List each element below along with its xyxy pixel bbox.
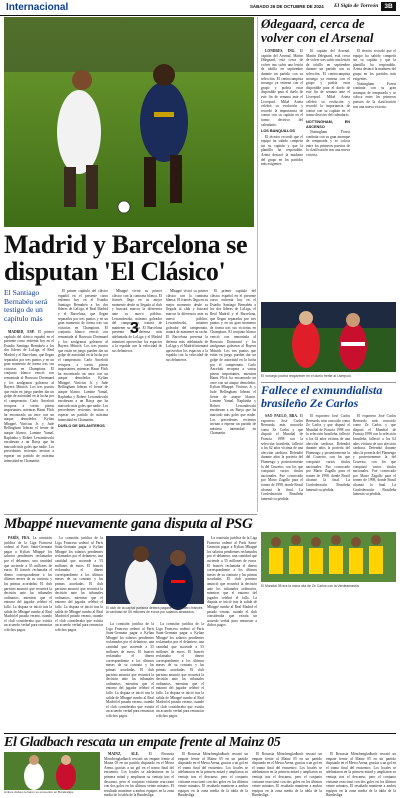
mbappe-col4 (156, 622, 204, 732)
gladbach-body-text-b: El Borussia Mönchengladbach rescató un empate frente al Mainz 05 en un partido disputado en el Mewa Arena, gracias a un gol en el tramo final del encuentro. Los locales se adelantaron en la primera mitad y ampliaron su ventaja tras el descanso, pero el conjunto visitante reaccionó con dos goles en los últimos veinte minutos. El resultado mantiene a ambos equipos en la zona media de la tabla de la Bundesliga. (178, 752, 248, 798)
arsenal-sub-heading-2: NOTTINGHAM, EN ASCENSO (306, 119, 350, 129)
gladbach-col1 (104, 752, 174, 798)
arsenal-title: Ødegaard, cerca de volver con el Arsenal (261, 16, 374, 45)
stat-box (112, 320, 162, 360)
mbappe-body-text-b: La comisión jurídica de la Liga Francesa ordenó al París Saint-Germain pagar a Kylian Mbappé los salarios pendientes reclamados por el delantero, una cantidad que asciende a 55 millones de euros. El francés reclamaba el dinero correspondiente a los últimos meses de su contrato y las primas acordadas. El club parisino anunció que recurrirá la decisión ante los tribunales ordinarios, mientras que el entorno del jugador celebró el fallo. La disputa se inició tras la salida de Mbappé rumbo al Real Madrid el pasado verano, cuando el club consideraba que existía un acuerdo verbal para renunciar a dichos pagos. (55, 536, 103, 632)
header-date: SÁBADO 26 DE OCTUBRE DE 2024 (250, 4, 324, 9)
fallece-body-text-b: El exportero José Carlos Bernardo, más conocido como Ze Carlos y que disputó el Mundial de Francia 1998 con la selección brasileña, falleció a los 62 años víctima de una afección cardiaca. Defendió durante años la portería del Flamengo y posteriormente la del Cruzeiro, con los que conquistó varios títulos nacionales. Fue convocado por Mario Zagallo para el torneo de 1998, donde Brasil alcanzó la final. La Confederación Brasileña lamentó su pérdida. (306, 414, 350, 492)
arsenal-body2-text-b: El técnico recordó que el equipo ha sabido competir sin su capitán y que la plantilla ha respondido. Arteta destacó la madurez del grupo en los partidos más exigentes. (353, 49, 396, 81)
arsenal-col2 (306, 49, 350, 299)
fallece-body-text-c: El exportero José Carlos Bernardo, más conocido como Ze Carlos y que disputó el Mundial de Francia 1998 con la selección brasileña, falleció a los 62 años víctima de una afección cardiaca. Defendió durante años la portería del Flamengo y posteriormente la del Cruzeiro, con los que conquistó varios títulos nacionales. Fue convocado por Mario Zagallo para el torneo de 1998, donde Brasil alcanzó la final. La Confederación Brasileña lamentó su pérdida. (353, 414, 396, 497)
arsenal-dateline: LONDRES, ING. (265, 49, 296, 53)
arsenal-photo (261, 302, 396, 372)
main-subtitle: El Santiago Bernabéu será testigo de un capítulo más (4, 288, 48, 323)
mbappe-col5 (207, 536, 257, 731)
arsenal-col1 (261, 49, 303, 299)
main-photo (4, 17, 254, 227)
header-brand: El Siglo de Torreón (334, 2, 379, 9)
arsenal-player-image (261, 302, 396, 372)
arsenal-body-text: El capitán del Arsenal, Martin Ødegaard, está cerca de volver tras sufrir una lesión de tobillo en septiembre durante un partido con su selección. El centrocampista noruego ya entrena con el grupo y podría estar disponible para el duelo de este fin de semana ante el Liverpool. Mikel Arteta celebró su evolución y recordó la importancia de contar con su capitán en el tramo decisivo del calendario. (261, 49, 303, 127)
gladbach-col4 (326, 752, 396, 798)
section-label: Internacional (6, 2, 69, 13)
main-body-text-2: El primer capítulo del clásico español en el presente curso enfrenta hoy en el Estadio Santiago Bernabéu a los dos líderes de LaLiga, el Real Madrid y el Barcelona, que llegan separados por tres puntos y en un gran momento de forma tras sus victorias en Champions. El conjunto blanco venció con remontada al Borussia Dortmund y los azulgranas golearon al Bayern Múnich. Los tres puntos que están en juego pueden dar un golpe de autoridad en la lucha por el campeonato. Carlo Ancelotti recupera a varias piezas importantes, mientras Hansi Flick ha encontrado un once con un ataque demoledor. Kylian Mbappé, Vinícius Jr. y Jude Bellingham lideran el frente de ataque blanco. Lamine Yamal, Raphinha y Robert Lewandowski encabezan a un Barça que ha marcado más goles que nadie. Los precedentes recientes invitan a esperar un partido de máxima intensidad en Chamartín. (58, 289, 108, 422)
fallece-title: Fallece el exmundialista brasileño Ze Carlos (261, 383, 383, 410)
main-body2-text-b: Mbappé vivirá su primer clásico con la camiseta blanca. El francés llega en su mejor momento desde su llegada al club y buscará marcar la diferencia ante su nuevo público. Lewandowski, máximo goleador del campeonato, tratará de mantener su racha. El Barcelona presenta la defensa más adelantada de LaLiga y el Madrid intentará aprovechar los espacios a la espalda con la velocidad de sus delanteros. (166, 289, 208, 362)
gladbach-title: El Gladbach rescata un empate frente al Mainz 05 (4, 735, 281, 750)
mbappe-photo (106, 536, 204, 604)
stat-number: 3 (130, 320, 139, 337)
fallece-caption: El Mundial 98 era la única cita de Ze Carlos con la Verdeamarela. (261, 584, 360, 588)
fallece-photo (261, 532, 396, 582)
mbappe-title: Mbappé nuevamente gana disputa al PSG (4, 516, 253, 532)
main-title: Madrid y Barcelona se disputan 'El Clásico' (4, 230, 248, 286)
arsenal-col3 (353, 49, 396, 299)
brazil-team-image (261, 532, 396, 582)
mbappe-col2 (55, 536, 103, 731)
gladbach-body-text-c: El Borussia Mönchengladbach rescató un empate frente al Mainz 05 en un partido disputado en el Mewa Arena, gracias a un gol en el tramo final del encuentro. Los locales se adelantaron en la primera mitad y ampliaron su ventaja tras el descanso, pero el conjunto visitante reaccionó con dos goles en los últimos veinte minutos. El resultado mantiene a ambos equipos en la zona media de la tabla de la Bundesliga. (252, 752, 322, 798)
football-match-image (4, 17, 254, 227)
page-number: 3B (381, 2, 396, 11)
mbappe-body-text-d: La comisión jurídica de la Liga Francesa ordenó al París Saint-Germain pagar a Kylian Mbappé los salarios pendientes reclamados por el delantero, una cantidad que asciende a 55 millones de euros. El francés reclamaba el dinero correspondiente a los últimos meses de su contrato y las primas acordadas. El club parisino anunció que recurrirá la decisión ante los tribunales ordinarios, mientras que el entorno del jugador celebró el fallo. La disputa se inició tras la salida de Mbappé rumbo al Real Madrid el pasado verano, cuando el club consideraba que existía un acuerdo verbal para renunciar a dichos pagos. (156, 622, 204, 718)
gladbach-caption: Ambos clubes cerraron su encuentro en Bundesliga. (4, 790, 74, 794)
main-body-col1 (4, 330, 54, 510)
page-header (0, 0, 400, 16)
gladbach-match-image (4, 752, 100, 790)
gladbach-dateline: MAINZ, ALE. (108, 752, 139, 756)
mbappe-col3 (106, 622, 154, 732)
main-body-col2 (58, 289, 108, 509)
mbappe-dateline: PARÍS, FRA. (8, 536, 31, 540)
main-body-col4 (166, 289, 208, 509)
column-divider (257, 17, 258, 512)
arsenal-caption: El noruego podría reaparecer en el duelo frente al Liverpool. (261, 374, 352, 378)
gladbach-photo (4, 752, 100, 790)
divider-mbappe (4, 514, 257, 515)
mbappe-image (106, 536, 204, 604)
main-body-text-c: El primer capítulo del clásico español en el presente curso enfrenta hoy en el Estadio Santiago Bernabéu a los dos líderes de LaLiga, el Real Madrid y el Barcelona, que llegan separados por tres puntos y en un gran momento de forma tras sus victorias en Champions. El conjunto blanco venció con remontada al Borussia Dortmund y los azulgranas golearon al Bayern Múnich. Los tres puntos que están en juego pueden dar un golpe de autoridad en la lucha por el campeonato. Carlo Ancelotti recupera a varias piezas importantes, mientras Hansi Flick ha encontrado un once con un ataque demoledor. Kylian Mbappé, Vinícius Jr. y Jude Bellingham lideran el frente de ataque blanco. Lamine Yamal, Raphinha y Robert Lewandowski encabezan a un Barça que ha marcado más goles que nadie. Los precedentes recientes invitan a esperar un partido de máxima intensidad en Chamartín. (210, 289, 256, 436)
main-dateline: MADRID, ESP. (8, 330, 35, 334)
mbappe-col1 (4, 536, 52, 731)
arsenal-body-text-b: El capitán del Arsenal, Martin Ødegaard, está cerca de volver tras sufrir una lesión de tobillo en septiembre durante un partido con su selección. El centrocampista noruego ya entrena con el grupo y podría estar disponible para el duelo de este fin de semana ante el Liverpool. Mikel Arteta celebró su evolución y recordó la importancia de contar con su capitán en el tramo decisivo del calendario. (306, 49, 350, 118)
gladbach-body-text-d: El Borussia Mönchengladbach rescató un empate frente al Mainz 05 en un partido disputado en el Mewa Arena, gracias a un gol en el tramo final del encuentro. Los locales se adelantaron en la primera mitad y ampliaron su ventaja tras el descanso, pero el conjunto visitante reaccionó con dos goles en los últimos veinte minutos. El resultado mantiene a ambos equipos en la zona media de la tabla de la Bundesliga. (326, 752, 396, 798)
gladbach-body-text: El Borussia Mönchengladbach rescató un empate frente al Mainz 05 en un partido disputado en el Mewa Arena, gracias a un gol en el tramo final del encuentro. Los locales se adelantaron en la primera mitad y ampliaron su ventaja tras el descanso, pero el conjunto visitante reaccionó con dos goles en los últimos veinte minutos. El resultado mantiene a ambos equipos en la zona media de la tabla de la Bundesliga. (104, 752, 174, 798)
arsenal-body3-text: Nottingham Forest continúa con su gran arranque de temporada y se coloca entre los primeros puestos de la clasificación tras una nueva victoria. (306, 130, 350, 158)
main-sub-heading: DUELO DE DELANTEROS (58, 424, 105, 429)
arsenal-body2-text: El técnico recordó que el equipo ha sabido competir sin su capitán y que la plantilla ha respondido. Arteta destacó la madurez del grupo en los partidos más exigentes. (261, 134, 303, 167)
divider-gladbach (4, 733, 396, 734)
mbappe-caption: El club de la capital parisina deberá pagarle al delantero francés la cantidad de 55 millones de euros por salarios atrasados. (106, 606, 203, 615)
main-body-text: El primer capítulo del clásico español en el presente curso enfrenta hoy en el Estadio Santiago Bernabéu a los dos líderes de LaLiga, el Real Madrid y el Barcelona, que llegan separados por tres puntos y en un gran momento de forma tras sus victorias en Champions. El conjunto blanco venció con remontada al Borussia Dortmund y los azulgranas golearon al Bayern Múnich. Los tres puntos que están en juego pueden dar un golpe de autoridad en la lucha por el campeonato. Carlo Ancelotti recupera a varias piezas importantes, mientras Hansi Flick ha encontrado un once con un ataque demoledor. Kylian Mbappé, Vinícius Jr. y Jude Bellingham lideran el frente de ataque blanco. Lamine Yamal, Raphinha y Robert Lewandowski encabezan a un Barça que ha marcado más goles que nadie. Los precedentes recientes invitan a esperar un partido de máxima intensidad en Chamartín. (4, 330, 54, 463)
main-body2-text: Mbappé vivirá su primer clásico con la camiseta blanca. El francés llega en su mejor momento desde su llegada al club y buscará marcar la diferencia ante su nuevo público. Lewandowski, máximo goleador del campeonato, tratará de mantener su racha. El Barcelona presenta la defensa más adelantada de LaLiga y el Madrid intentará aprovechar los espacios a la espalda con la velocidad de sus delanteros. (112, 289, 162, 353)
gladbach-col3 (252, 752, 322, 798)
mbappe-body-text: La comisión jurídica de la Liga Francesa ordenó al París Saint-Germain pagar a Kylian Mbappé los salarios pendientes reclamados por el delantero, una cantidad que asciende a 55 millones de euros. El francés reclamaba el dinero correspondiente a los últimos meses de su contrato y las primas acordadas. El club parisino anunció que recurrirá la decisión ante los tribunales ordinarios, mientras que el entorno del jugador celebró el fallo. La disputa se inició tras la salida de Mbappé rumbo al Real Madrid el pasado verano, cuando el club consideraba que existía un acuerdo verbal para renunciar a dichos pagos. (4, 536, 52, 632)
mbappe-body-text-e: La comisión jurídica de la Liga Francesa ordenó al París Saint-Germain pagar a Kylian Mbappé los salarios pendientes reclamados por el delantero, una cantidad que asciende a 55 millones de euros. El francés reclamaba el dinero correspondiente a los últimos meses de su contrato y las primas acordadas. El club parisino anunció que recurrirá la decisión ante los tribunales ordinarios, mientras que el entorno del jugador celebró el fallo. La disputa se inició tras la salida de Mbappé rumbo al Real Madrid el pasado verano, cuando el club consideraba que existía un acuerdo verbal para renunciar a dichos pagos. (207, 536, 257, 628)
arsenal-sub-heading: LOS BANQUILLOS (261, 129, 295, 134)
gladbach-col2 (178, 752, 248, 798)
mbappe-body-text-c: La comisión jurídica de la Liga Francesa ordenó al París Saint-Germain pagar a Kylian Mbappé los salarios pendientes reclamados por el delantero, una cantidad que asciende a 55 millones de euros. El francés reclamaba el dinero correspondiente a los últimos meses de su contrato y las primas acordadas. El club parisino anunció que recurrirá la decisión ante los tribunales ordinarios, mientras que el entorno del jugador celebró el fallo. La disputa se inició tras la salida de Mbappé rumbo al Real Madrid el pasado verano, cuando el club consideraba que existía un acuerdo verbal para renunciar a dichos pagos. (106, 622, 154, 718)
fallece-body-text: El exportero José Carlos Bernardo, más conocido como Ze Carlos y que disputó el Mundial de Francia 1998 con la selección brasileña, falleció a los 62 años víctima de una afección cardiaca. Defendió durante años la portería del Flamengo y posteriormente la del Cruzeiro, con los que conquistó varios títulos nacionales. Fue convocado por Mario Zagallo para el torneo de 1998, donde Brasil alcanzó la final. La Confederación Brasileña lamentó su pérdida. (261, 414, 303, 501)
fallece-dateline: SAO PAULO, BRA. (265, 414, 298, 418)
arsenal-body3-text-b: Nottingham Forest continúa con su gran arranque de temporada y se coloca entre los primeros puestos de la clasificación tras una nueva victoria. (353, 81, 396, 109)
main-body-col5 (210, 289, 256, 509)
